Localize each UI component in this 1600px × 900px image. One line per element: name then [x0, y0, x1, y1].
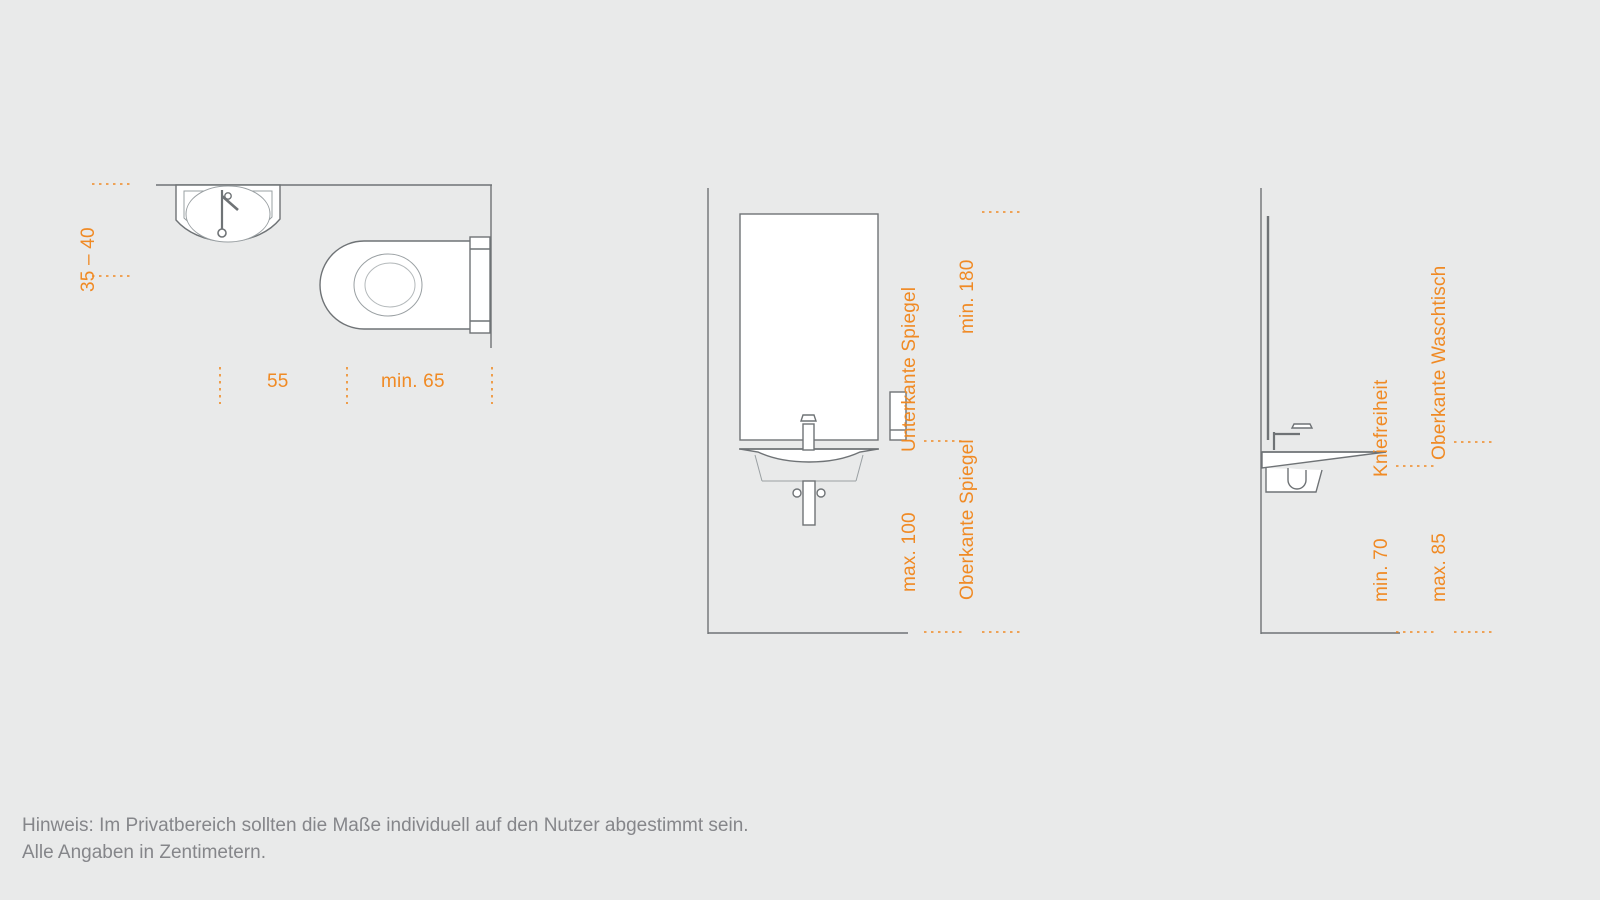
dim-washbasin-top-edge: Oberkante Waschtisch — [1429, 265, 1450, 460]
dim-mirror-bottom-edge: Unterkante Spiegel — [899, 286, 920, 452]
dim-plan-wc-distance: min. 65 — [381, 371, 445, 392]
units-note-line-1: Hinweis: Im Privatbereich sollten die Maße individuell auf den Nutzer abgestimmt sein. — [22, 815, 749, 836]
plan-view-group — [156, 185, 492, 348]
dim-mirror-top-height: min. 180 — [957, 259, 978, 334]
dim-mirror-top-edge: Oberkante Spiegel — [957, 439, 978, 600]
dim-plan-washbasin-width: 55 — [267, 371, 289, 392]
units-note-line-2: Alle Angaben in Zentimetern. — [22, 842, 266, 863]
dim-washbasin-top-height: max. 85 — [1429, 533, 1450, 602]
front-view-group — [708, 188, 908, 634]
dim-plan-wall-offset: 35 – 40 — [78, 227, 99, 292]
dim-knee-clearance-height: min. 70 — [1371, 538, 1392, 602]
dim-knee-clearance: Kniefreiheit — [1371, 379, 1392, 477]
dim-mirror-bottom-height: max. 100 — [899, 512, 920, 592]
units-note — [22, 812, 1122, 866]
